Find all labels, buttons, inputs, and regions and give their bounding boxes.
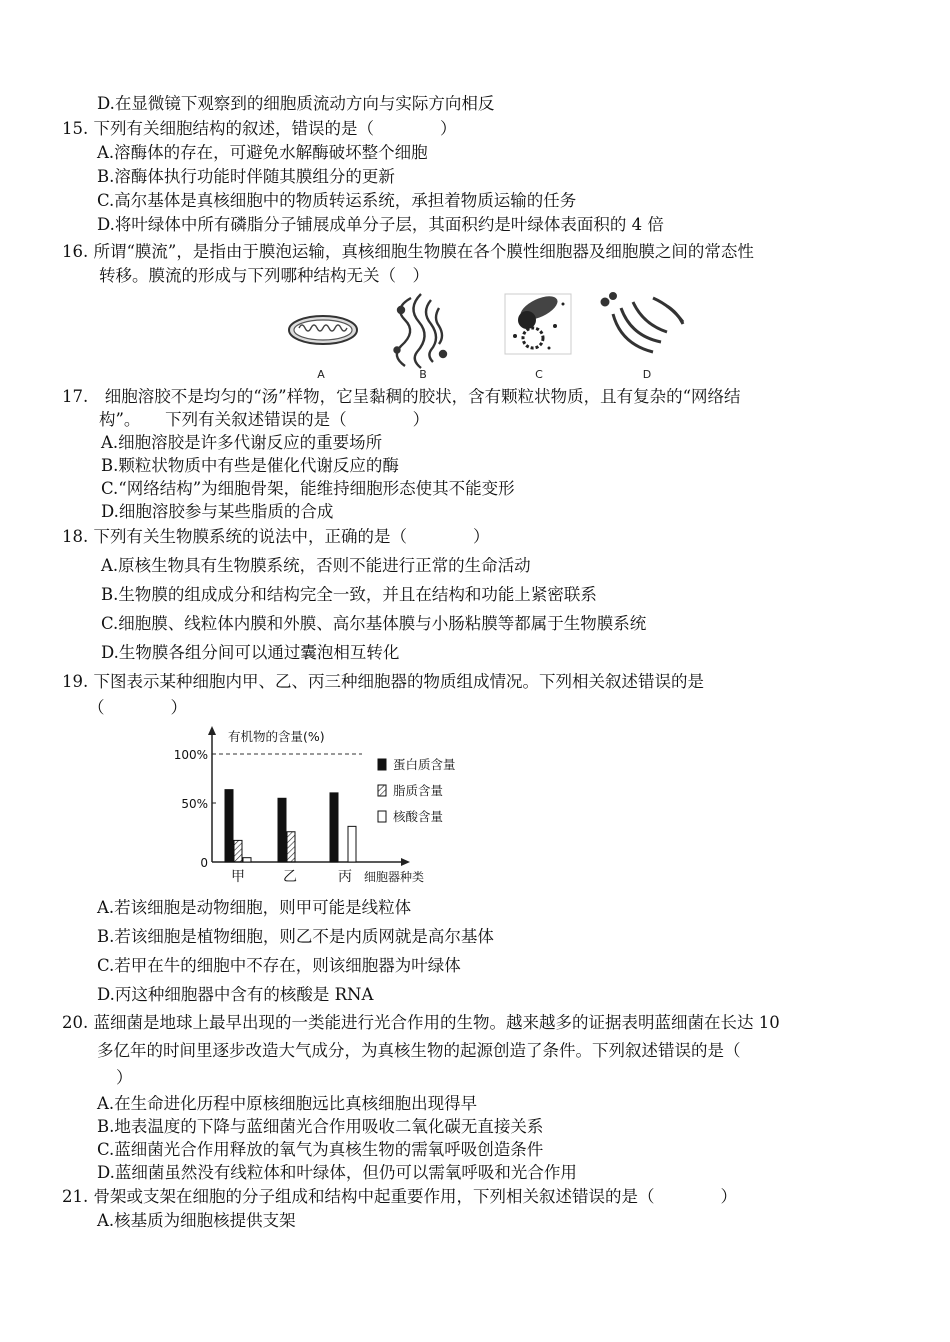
bar-protein-3 <box>330 793 338 862</box>
legend-swatch-protein <box>378 759 386 770</box>
q15-option-b: B.溶酶体执行功能时伴随其膜组分的更新 <box>97 167 395 186</box>
bar-nucleic-3 <box>348 826 356 862</box>
chart-title: 有机物的含量(%) <box>228 729 325 744</box>
q17-stem-line2: 构”。 下列有关叙述错误的是（ ） <box>99 410 430 429</box>
q17-option-d: D.细胞溶胶参与某些脂质的合成 <box>101 502 334 521</box>
legend-label-lipid: 脂质含量 <box>393 783 444 798</box>
bar-lipid-2 <box>287 832 295 862</box>
figure-label-b: B <box>419 368 427 381</box>
q20-stem-line3: ） <box>116 1068 133 1087</box>
q19-option-b: B.若该细胞是植物细胞，则乙不是内质网就是高尔基体 <box>97 927 494 946</box>
q16-stem-line2: 转移。膜流的形成与下列哪种结构无关（ ） <box>99 266 429 285</box>
q15-option-c: C.高尔基体是真核细胞中的物质转运系统，承担着物质运输的任务 <box>97 191 577 210</box>
q20-option-a: A.在生命进化历程中原核细胞远比真核细胞出现得早 <box>97 1094 478 1113</box>
legend-label-nucleic: 核酸含量 <box>393 809 444 824</box>
legend-swatch-lipid <box>378 785 386 796</box>
golgi-drawing <box>395 294 447 368</box>
q21-option-a: A.核基质为细胞核提供支架 <box>97 1211 296 1230</box>
y-tick-label-100: 100% <box>173 748 208 762</box>
q16-organelle-figure <box>283 290 693 382</box>
q20-stem-line2: 多亿年的时间里逐步改造大气成分，为真核生物的起源创造了条件。下列叙述错误的是（ <box>97 1041 741 1060</box>
bar-nucleic-1 <box>243 858 251 862</box>
q17-option-b: B.颗粒状物质中有些是催化代谢反应的酶 <box>101 456 399 475</box>
q15-stem: 15. 下列有关细胞结构的叙述，错误的是（ ） <box>62 119 457 138</box>
ribosome-vesicle-drawing <box>505 291 571 354</box>
x-axis-arrow <box>401 858 410 866</box>
y-tick-label-50: 50% <box>181 797 208 811</box>
x-axis-label: 细胞器种类 <box>364 870 425 884</box>
q21-stem: 21. 骨架或支架在细胞的分子组成和结构中起重要作用，下列相关叙述错误的是（ ） <box>62 1187 737 1206</box>
figure-label-c: C <box>535 368 543 381</box>
q19-option-d: D.丙这种细胞器中含有的核酸是 RNA <box>97 985 374 1004</box>
q15-option-d: D.将叶绿体中所有磷脂分子铺展成单分子层，其面积约是叶绿体表面积的 4 倍 <box>97 215 664 234</box>
q19-answer-blank: （ ） <box>88 698 187 717</box>
endoplasmic-reticulum-drawing <box>602 294 683 353</box>
q16-stem-line1: 16. 所谓“膜流”，是指由于膜泡运输，真核细胞生物膜在各个膜性细胞器及细胞膜之间的常态性 <box>62 242 754 261</box>
q17-option-c: C.“网络结构”为细胞骨架，能维持细胞形态使其不能变形 <box>101 479 515 498</box>
q20-option-b: B.地表温度的下降与蓝细菌光合作用吸收二氧化碳无直接关系 <box>97 1117 544 1136</box>
bar-protein-2 <box>278 798 286 862</box>
q18-option-a: A.原核生物具有生物膜系统，否则不能进行正常的生命活动 <box>101 556 531 575</box>
mitochondrion-drawing <box>289 316 357 344</box>
x-category-label-yi: 乙 <box>283 869 297 885</box>
figure-label-d: D <box>642 368 652 381</box>
q19-option-a: A.若该细胞是动物细胞，则甲可能是线粒体 <box>97 898 412 917</box>
q19-option-c: C.若甲在牛的细胞中不存在，则该细胞器为叶绿体 <box>97 956 461 975</box>
bar-protein-1 <box>225 790 233 862</box>
x-category-label-jia: 甲 <box>231 869 245 885</box>
q18-option-c: C.细胞膜、线粒体内膜和外膜、高尔基体膜与小肠粘膜等都属于生物膜系统 <box>101 614 647 633</box>
q18-stem: 18. 下列有关生物膜系统的说法中，正确的是（ ） <box>62 527 490 546</box>
q20-stem-line1: 20. 蓝细菌是地球上最早出现的一类能进行光合作用的生物。越来越多的证据表明蓝细菌在长达 10 <box>62 1013 780 1032</box>
legend-swatch-nucleic <box>378 811 386 822</box>
q19-stem: 19. 下图表示某种细胞内甲、乙、丙三种细胞器的物质组成情况。下列相关叙述错误的是 <box>62 672 704 691</box>
q17-stem-line1: 17. 细胞溶胶不是均匀的“汤”样物，它呈黏稠的胶状，含有颗粒状物质，且有复杂的“网络结 <box>62 387 741 406</box>
bar-lipid-1 <box>234 840 242 862</box>
y-axis-arrow <box>208 726 216 735</box>
figure-label-a: A <box>317 368 325 381</box>
q15-option-a: A.溶酶体的存在，可避免水解酶破坏整个细胞 <box>97 143 428 162</box>
legend-label-protein: 蛋白质含量 <box>393 757 456 772</box>
q20-option-d: D.蓝细菌虽然没有线粒体和叶绿体，但仍可以需氧呼吸和光合作用 <box>97 1163 577 1182</box>
q19-bar-chart <box>170 722 480 892</box>
q20-option-c: C.蓝细菌光合作用释放的氧气为真核生物的需氧呼吸创造条件 <box>97 1140 544 1159</box>
x-category-label-bing: 丙 <box>338 869 352 885</box>
q18-option-b: B.生物膜的组成成分和结构完全一致，并且在结构和功能上紧密联系 <box>101 585 597 604</box>
q14-option-d: D.在显微镜下观察到的细胞质流动方向与实际方向相反 <box>97 94 495 113</box>
y-tick-label-0: 0 <box>200 856 208 870</box>
q17-option-a: A.细胞溶胶是许多代谢反应的重要场所 <box>101 433 383 452</box>
q18-option-d: D.生物膜各组分间可以通过囊泡相互转化 <box>101 643 400 662</box>
